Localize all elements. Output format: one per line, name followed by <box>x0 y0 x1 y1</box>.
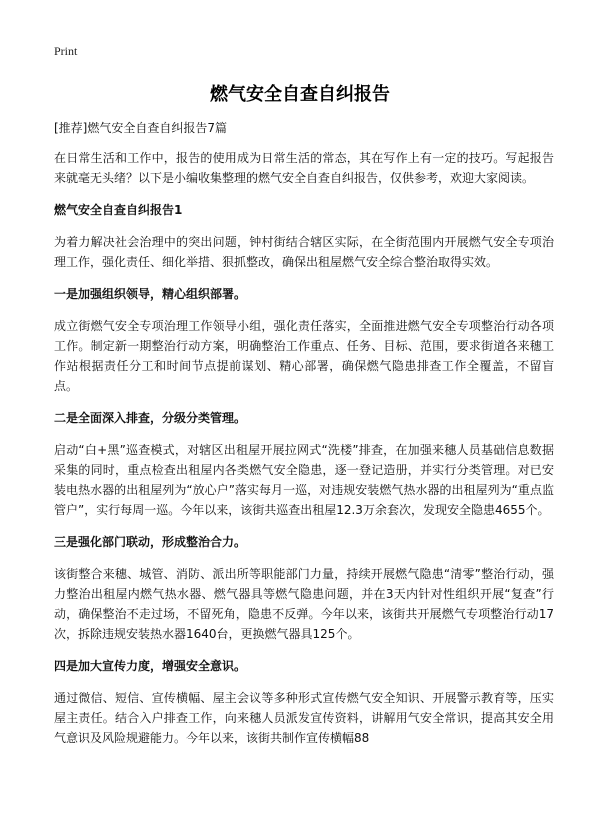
section-body-3: 该街整合来穗、城管、消防、派出所等职能部门力量，持续开展燃气隐患“清零”整治行动，强力整治出租屋内燃气热水器、燃气器具等燃气隐患问题，并在3天内针对性组织开展“复查”行动，确保整治不走过场，不留死角，隐患不反弹。今年以来，该街共开展燃气专项整治行动17次，拆除违规安装热水器1640台，更换燃气器具125个。 <box>54 567 554 641</box>
report-title: 燃气安全自查自纠报告1 <box>54 203 183 217</box>
document-subtitle: [推荐]燃气安全自查自纠报告7篇 <box>54 121 227 135</box>
section-body-4: 通过微信、短信、宣传横幅、屋主会议等多种形式宣传燃气安全知识、开展警示教育等，压实屋主责任。结合入户排查工作，向来穗人员派发宣传资料，讲解用气安全常识，提高其安全用气意识及风险规避能力。今年以来，该街共制作宣传横幅88 <box>54 691 554 745</box>
report-intro-paragraph: 为着力解决社会治理中的突出问题，钟村街结合辖区实际，在全街范围内开展燃气安全专项治理工作，强化责任、细化举措、狠抓整改，确保出租屋燃气安全综合整治取得实效。 <box>54 235 554 269</box>
document-body <box>54 118 554 760</box>
section-body-1: 成立街燃气安全专项治理工作领导小组，强化责任落实，全面推进燃气安全专项整治行动各项工作。制定新一期整治行动方案，明确整治工作重点、任务、目标、范围，要求街道各来穗工作站根据责任分工和时间节点提前谋划、精心部署，确保燃气隐患排查工作全覆盖，不留盲点。 <box>54 319 554 393</box>
section-heading-2: 二是全面深入排查，分级分类管理。 <box>54 411 247 425</box>
intro-paragraph: 在日常生活和工作中，报告的使用成为日常生活的常态，其在写作上有一定的技巧。写起报告来就毫无头绪？以下是小编收集整理的燃气安全自查自纠报告，仅供参考，欢迎大家阅读。 <box>54 151 554 185</box>
document-title: 燃气安全自查自纠报告 <box>210 84 390 105</box>
print-label: Print <box>54 44 78 58</box>
section-heading-4: 四是加大宣传力度，增强安全意识。 <box>54 659 247 673</box>
section-heading-1: 一是加强组织领导，精心组织部署。 <box>54 287 247 301</box>
section-heading-3: 三是强化部门联动，形成整治合力。 <box>54 535 247 549</box>
section-body-2: 启动“白+黑”巡查模式，对辖区出租屋开展拉网式“洗楼”排查，在加强来穗人员基础信息数据采集的同时，重点检查出租屋内各类燃气安全隐患，逐一登记造册，并实行分类管理。对已安装电热水器的出租屋列为“放心户”落实每月一巡，对违规安装燃气热水器的出租屋列为“重点监管户”，实行每周一巡。今年以来，该街共巡查出租屋12.3万余套次，发现安全隐患4655个。 <box>54 443 554 517</box>
